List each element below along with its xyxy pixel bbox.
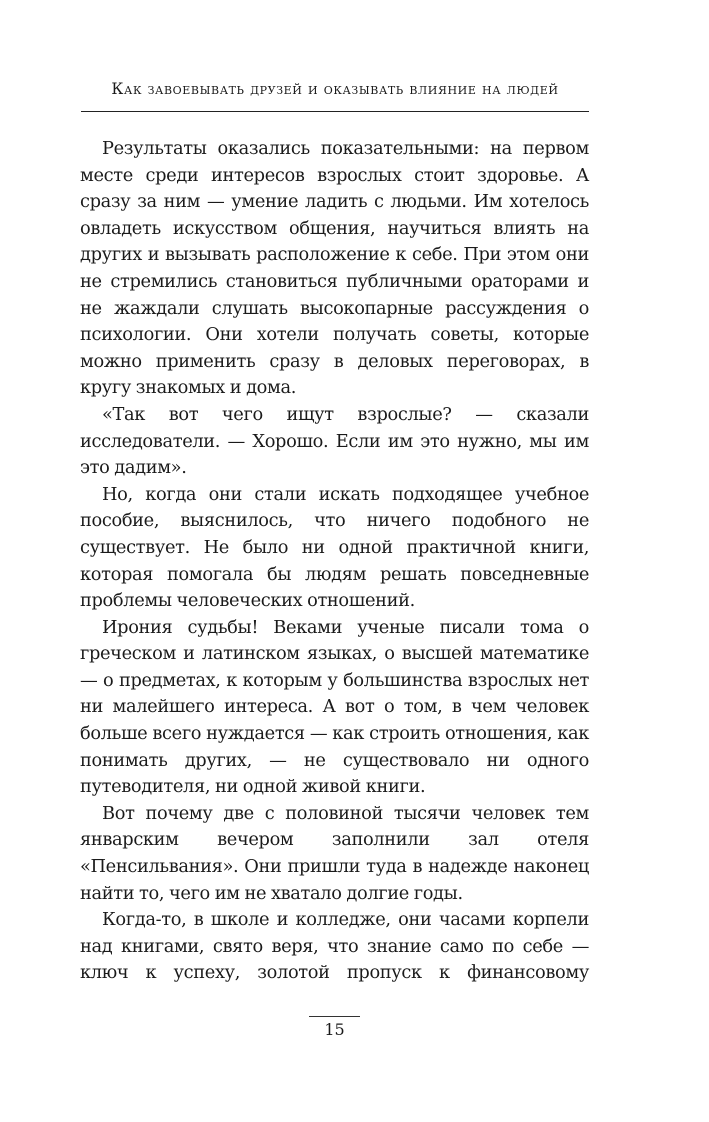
paragraph: Результаты оказались показательными: на первом месте среди интересов взрослых стоит здоровье. А сразу за ним — умение ладить с людьми. Им хотелось овладеть искусством общения, научиться влиять на других и вызывать расположение к себе. При этом они не стремились становиться публичными ораторами и не жаждали слушать высокопарные рассуждения о психологии. Они хотели получать советы, которые можно применить сразу в деловых переговорах, в кругу знакомых и дома. [80,138,589,399]
paragraph: Когда-то, в школе и колледже, они часами корпели над книгами, свято веря, что знание само по себе — ключ к успеху, золотой пропуск к финансовому [80,909,589,984]
paragraph: Ирония судьбы! Веками ученые писали тома о греческом и латинском языках, о высшей математике — о предметах, к которым у большинства взрослых нет ни малейшего интереса. А вот о том, в чем человек больше всего нуждается — как строить отношения, как понимать других, — не существовало ни одного путеводителя, ни одной живой книги. [80,616,589,798]
paragraph: Но, когда они стали искать подходящее учебное пособие, выяснилось, что ничего подобного не существует. Не было ни одной практичной книги, которая помогала бы людям решать повседневные проблемы человеческих отношений. [80,483,589,612]
page-number: 15 [324,1020,345,1039]
running-head: Как завоевывать друзей и оказывать влияние на людей [111,80,559,98]
footer-divider [309,1016,360,1017]
body-text [80,136,589,987]
header-divider [81,111,589,112]
paragraph: «Так вот чего ищут взрослые? — сказали исследователи. — Хорошо. Если им это нужно, мы им это дадим». [80,403,589,479]
paragraph: Вот почему две с половиной тысячи человек тем январским вечером заполнили зал отеля «Пенсильвания». Они пришли туда в надежде наконец найти то, чего им не хватало долгие годы. [80,802,589,904]
